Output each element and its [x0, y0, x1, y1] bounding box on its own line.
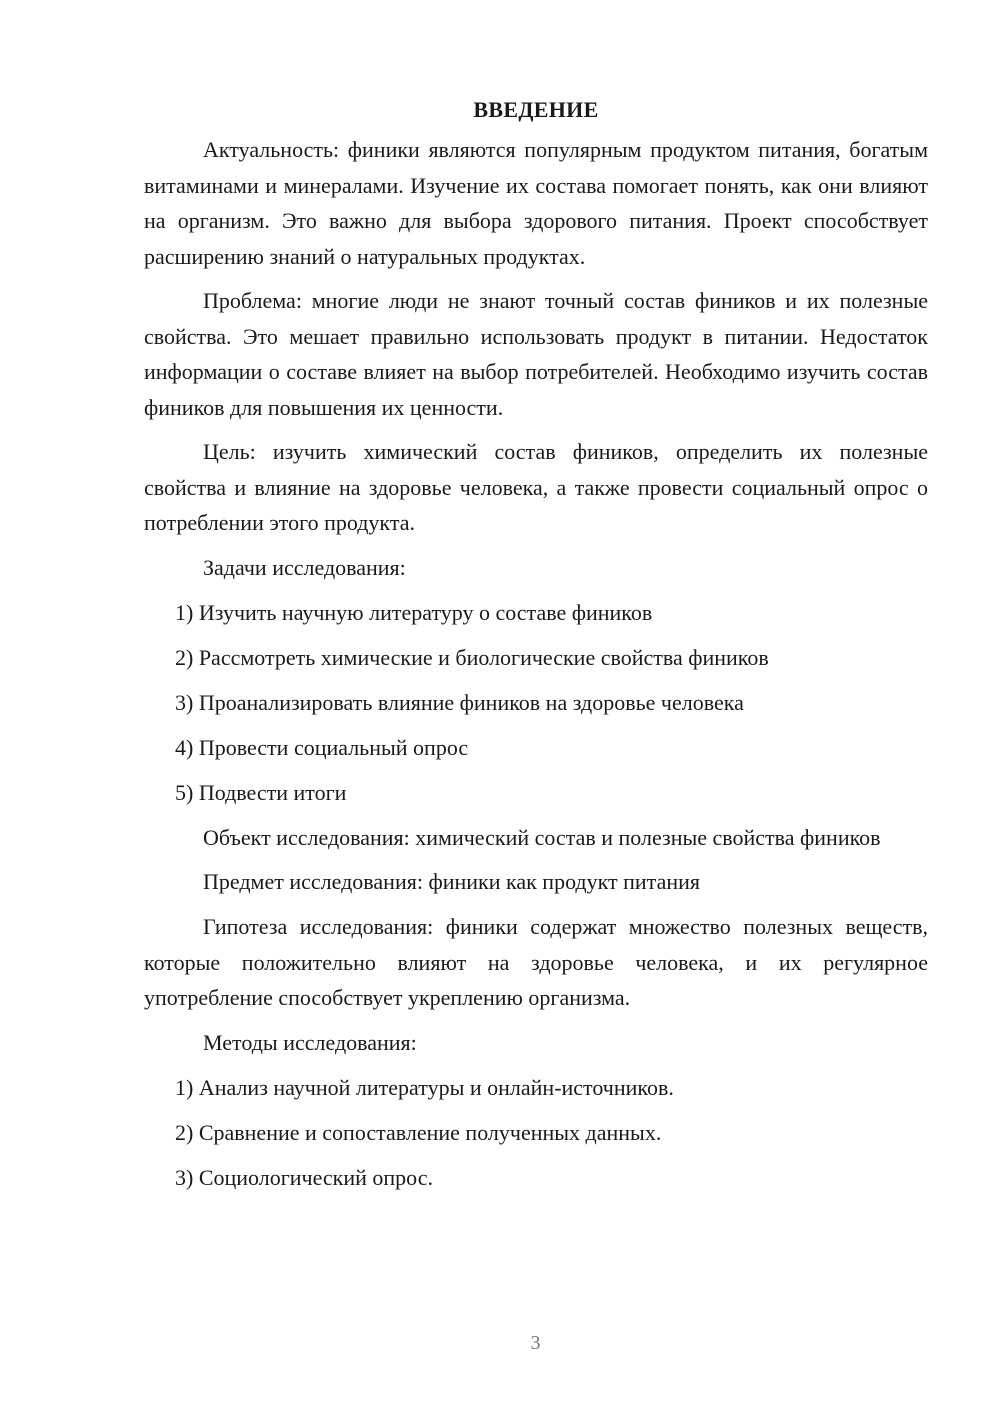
methods-heading: Методы исследования:: [203, 1029, 417, 1055]
task-item: 1) Изучить научную литературу о составе фиников: [175, 599, 653, 625]
tasks-heading: Задачи исследования:: [203, 554, 406, 580]
task-item: 5) Подвести итоги: [175, 779, 347, 805]
method-item: 1) Анализ научной литературы и онлайн-источников.: [175, 1074, 674, 1100]
task-item: 3) Проанализировать влияние фиников на здоровье человека: [175, 689, 744, 715]
document-page: [144, 92, 928, 1205]
goal-paragraph: Цель: изучить химический состав фиников, определить их полезные свойства и влияние на здоровье человека, а также провести социальный опрос о потреблении этого продукта.: [144, 439, 928, 535]
problem-paragraph: Проблема: многие люди не знают точный состав фиников и их полезные свойства. Это мешает правильно использовать продукт в питании. Недостаток информации о составе влияет на выбор потребителей. Необходимо изучить состав фиников для повышения их ценности.: [144, 288, 928, 420]
method-item: 2) Сравнение и сопоставление полученных данных.: [175, 1119, 662, 1145]
relevance-paragraph: Актуальность: финики являются популярным продуктом питания, богатым витаминами и минералами. Изучение их состава помогает понять, как они влияют на организм. Это важно для выбора здорового питания. Проект способствует расширению знаний о натуральных продуктах.: [144, 137, 928, 269]
section-title: ВВЕДЕНИЕ: [473, 97, 599, 122]
task-item: 2) Рассмотреть химические и биологические свойства фиников: [175, 644, 769, 670]
method-item: 3) Социологический опрос.: [175, 1164, 433, 1190]
object-paragraph: Объект исследования: химический состав и полезные свойства фиников: [203, 824, 881, 850]
subject-paragraph: Предмет исследования: финики как продукт питания: [203, 869, 700, 894]
task-item: 4) Провести социальный опрос: [175, 734, 469, 760]
page-number: 3: [530, 1332, 541, 1354]
hypothesis-paragraph: Гипотеза исследования: финики содержат множество полезных веществ, которые положительно влияют на здоровье человека, и их регулярное употребление способствует укреплению организма.: [144, 914, 928, 1010]
